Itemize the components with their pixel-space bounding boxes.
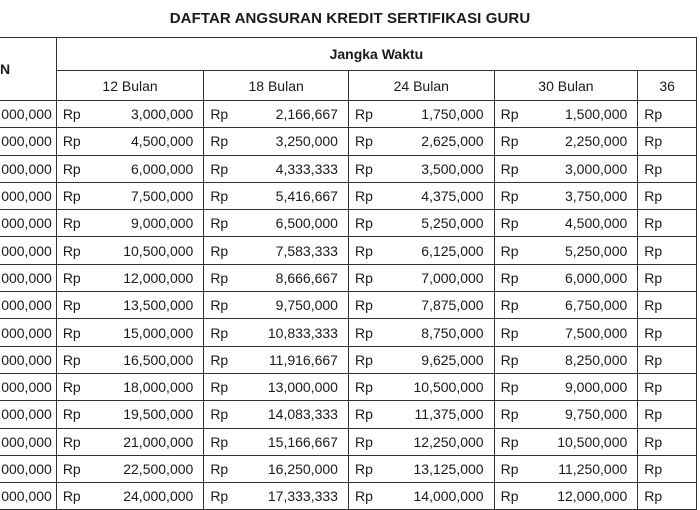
installment-cell: 6,000,000 — [95, 155, 203, 182]
term-column-header: 24 Bulan — [348, 71, 494, 101]
currency-cell: Rp — [494, 210, 533, 237]
installment-cell: 12,000,000 — [533, 483, 638, 510]
installment-cell — [677, 155, 697, 182]
installment-cell: 12,000,000 — [95, 264, 203, 291]
installment-cell: 11,375,000 — [388, 401, 494, 428]
currency-cell: Rp — [638, 155, 677, 182]
currency-cell: Rp — [204, 101, 243, 128]
installment-cell — [677, 237, 697, 264]
currency-cell: Rp — [494, 101, 533, 128]
installment-cell: 9,625,000 — [388, 346, 494, 373]
installment-cell: 13,500,000 — [95, 292, 203, 319]
currency-cell: Rp — [638, 373, 677, 400]
installment-cell: 2,166,667 — [243, 101, 349, 128]
loan-amount-cell: 000,000 — [0, 319, 56, 346]
currency-cell: Rp — [494, 155, 533, 182]
loan-amount-cell: 000,000 — [0, 182, 56, 209]
currency-cell: Rp — [56, 455, 95, 482]
installment-cell: 16,250,000 — [243, 455, 349, 482]
loan-amount-cell: 000,000 — [0, 455, 56, 482]
loan-amount-cell: 000,000 — [0, 264, 56, 291]
currency-cell: Rp — [56, 401, 95, 428]
currency-cell: Rp — [494, 264, 533, 291]
table-row — [0, 182, 697, 209]
installment-cell: 22,500,000 — [95, 455, 203, 482]
loan-amount-cell: 000,000 — [0, 210, 56, 237]
currency-cell: Rp — [204, 319, 243, 346]
installment-cell: 9,000,000 — [533, 373, 638, 400]
currency-cell: Rp — [638, 264, 677, 291]
currency-cell: Rp — [56, 237, 95, 264]
installment-cell — [677, 373, 697, 400]
currency-cell: Rp — [638, 292, 677, 319]
installment-cell: 21,000,000 — [95, 428, 203, 455]
currency-cell: Rp — [348, 401, 387, 428]
currency-cell: Rp — [56, 128, 95, 155]
installment-cell — [677, 128, 697, 155]
currency-cell: Rp — [638, 101, 677, 128]
currency-cell: Rp — [638, 237, 677, 264]
loan-amount-cell: 000,000 — [0, 428, 56, 455]
currency-cell: Rp — [348, 428, 387, 455]
installment-cell: 6,500,000 — [243, 210, 349, 237]
installment-cell: 18,000,000 — [95, 373, 203, 400]
installment-table — [0, 37, 697, 510]
currency-cell: Rp — [348, 155, 387, 182]
table-row — [0, 155, 697, 182]
installment-cell: 9,000,000 — [95, 210, 203, 237]
installment-cell: 14,000,000 — [388, 483, 494, 510]
table-title: DAFTAR ANGSURAN KREDIT SERTIFIKASI GURU — [169, 10, 531, 27]
loan-amount-cell: 000,000 — [0, 155, 56, 182]
table-row — [0, 210, 697, 237]
currency-cell: Rp — [204, 428, 243, 455]
currency-cell: Rp — [348, 101, 387, 128]
currency-cell: Rp — [56, 319, 95, 346]
installment-cell: 10,500,000 — [533, 428, 638, 455]
currency-cell: Rp — [348, 292, 387, 319]
installment-cell: 11,916,667 — [243, 346, 349, 373]
installment-cell: 4,333,333 — [243, 155, 349, 182]
currency-cell: Rp — [56, 483, 95, 510]
term-group-header: Jangka Waktu — [56, 38, 696, 71]
currency-cell: Rp — [56, 210, 95, 237]
currency-cell: Rp — [204, 128, 243, 155]
currency-cell: Rp — [348, 373, 387, 400]
installment-cell: 2,250,000 — [533, 128, 638, 155]
currency-cell: Rp — [204, 455, 243, 482]
installment-cell: 10,833,333 — [243, 319, 349, 346]
term-column-header: 18 Bulan — [204, 71, 349, 101]
installment-cell: 19,500,000 — [95, 401, 203, 428]
installment-cell: 8,250,000 — [533, 346, 638, 373]
installment-cell: 3,750,000 — [533, 182, 638, 209]
currency-cell: Rp — [494, 292, 533, 319]
loan-amount-cell: 000,000 — [0, 237, 56, 264]
installment-cell: 3,000,000 — [95, 101, 203, 128]
installment-cell: 5,416,667 — [243, 182, 349, 209]
currency-cell: Rp — [348, 210, 387, 237]
currency-cell: Rp — [348, 319, 387, 346]
currency-cell: Rp — [638, 210, 677, 237]
currency-cell: Rp — [348, 182, 387, 209]
currency-cell: Rp — [494, 319, 533, 346]
currency-cell: Rp — [638, 401, 677, 428]
currency-cell: Rp — [638, 319, 677, 346]
currency-cell: Rp — [494, 237, 533, 264]
installment-cell: 7,000,000 — [388, 264, 494, 291]
installment-cell — [677, 346, 697, 373]
currency-cell: Rp — [494, 483, 533, 510]
installment-cell: 4,500,000 — [95, 128, 203, 155]
term-column-header: 36 — [638, 71, 697, 101]
currency-cell: Rp — [56, 373, 95, 400]
installment-cell — [677, 455, 697, 482]
table-row — [0, 128, 697, 155]
installment-cell: 9,750,000 — [243, 292, 349, 319]
installment-cell: 16,500,000 — [95, 346, 203, 373]
table-row — [0, 319, 697, 346]
installment-cell: 2,625,000 — [388, 128, 494, 155]
loan-amount-cell: 000,000 — [0, 401, 56, 428]
currency-cell: Rp — [348, 237, 387, 264]
currency-cell: Rp — [204, 210, 243, 237]
currency-cell: Rp — [56, 346, 95, 373]
table-row — [0, 264, 697, 291]
installment-cell: 17,333,333 — [243, 483, 349, 510]
currency-cell: Rp — [638, 128, 677, 155]
table-row — [0, 373, 697, 400]
installment-cell — [677, 292, 697, 319]
installment-cell: 1,750,000 — [388, 101, 494, 128]
installment-cell — [677, 210, 697, 237]
currency-cell: Rp — [204, 264, 243, 291]
loan-amount-header: N — [0, 38, 56, 101]
installment-cell — [677, 182, 697, 209]
currency-cell: Rp — [204, 182, 243, 209]
installment-cell: 6,750,000 — [533, 292, 638, 319]
currency-cell: Rp — [56, 182, 95, 209]
loan-amount-cell: 000,000 — [0, 128, 56, 155]
installment-cell — [677, 319, 697, 346]
table-row — [0, 455, 697, 482]
installment-cell — [677, 264, 697, 291]
currency-cell: Rp — [494, 401, 533, 428]
loan-amount-cell: 000,000 — [0, 346, 56, 373]
installment-cell: 24,000,000 — [95, 483, 203, 510]
currency-cell: Rp — [348, 455, 387, 482]
installment-cell: 4,375,000 — [388, 182, 494, 209]
installment-cell: 3,500,000 — [388, 155, 494, 182]
currency-cell: Rp — [56, 101, 95, 128]
installment-cell: 12,250,000 — [388, 428, 494, 455]
table-row — [0, 428, 697, 455]
installment-cell: 13,000,000 — [243, 373, 349, 400]
currency-cell: Rp — [638, 428, 677, 455]
currency-cell: Rp — [204, 155, 243, 182]
table-row — [0, 483, 697, 510]
currency-cell: Rp — [204, 346, 243, 373]
installment-cell: 9,750,000 — [533, 401, 638, 428]
table-row — [0, 237, 697, 264]
currency-cell: Rp — [638, 182, 677, 209]
currency-cell: Rp — [494, 182, 533, 209]
installment-cell: 6,125,000 — [388, 237, 494, 264]
installment-cell: 8,750,000 — [388, 319, 494, 346]
installment-cell: 7,583,333 — [243, 237, 349, 264]
installment-cell: 3,250,000 — [243, 128, 349, 155]
installment-cell: 10,500,000 — [95, 237, 203, 264]
installment-cell: 7,500,000 — [533, 319, 638, 346]
currency-cell: Rp — [494, 128, 533, 155]
loan-amount-cell: 000,000 — [0, 101, 56, 128]
currency-cell: Rp — [348, 264, 387, 291]
installment-cell — [677, 483, 697, 510]
loan-amount-cell: 000,000 — [0, 483, 56, 510]
currency-cell: Rp — [494, 373, 533, 400]
currency-cell: Rp — [56, 428, 95, 455]
currency-cell: Rp — [348, 346, 387, 373]
installment-cell: 8,666,667 — [243, 264, 349, 291]
installment-cell: 4,500,000 — [533, 210, 638, 237]
installment-cell: 1,500,000 — [533, 101, 638, 128]
installment-cell — [677, 428, 697, 455]
currency-cell: Rp — [204, 373, 243, 400]
installment-cell: 13,125,000 — [388, 455, 494, 482]
currency-cell: Rp — [494, 346, 533, 373]
installment-cell: 5,250,000 — [388, 210, 494, 237]
installment-cell: 15,166,667 — [243, 428, 349, 455]
currency-cell: Rp — [494, 455, 533, 482]
currency-cell: Rp — [348, 128, 387, 155]
installment-cell: 5,250,000 — [533, 237, 638, 264]
installment-cell: 11,250,000 — [533, 455, 638, 482]
loan-amount-cell: 000,000 — [0, 373, 56, 400]
installment-cell: 7,875,000 — [388, 292, 494, 319]
currency-cell: Rp — [56, 264, 95, 291]
loan-amount-cell: 000,000 — [0, 292, 56, 319]
currency-cell: Rp — [56, 292, 95, 319]
installment-cell — [677, 401, 697, 428]
currency-cell: Rp — [638, 455, 677, 482]
installment-cell: 6,000,000 — [533, 264, 638, 291]
table-row — [0, 346, 697, 373]
table-row — [0, 401, 697, 428]
currency-cell: Rp — [56, 155, 95, 182]
currency-cell: Rp — [638, 483, 677, 510]
currency-cell: Rp — [348, 483, 387, 510]
installment-cell — [677, 101, 697, 128]
installment-cell: 10,500,000 — [388, 373, 494, 400]
table-row — [0, 101, 697, 128]
currency-cell: Rp — [204, 483, 243, 510]
currency-cell: Rp — [204, 292, 243, 319]
currency-cell: Rp — [494, 428, 533, 455]
table-row — [0, 292, 697, 319]
installment-cell: 14,083,333 — [243, 401, 349, 428]
currency-cell: Rp — [204, 237, 243, 264]
currency-cell: Rp — [638, 346, 677, 373]
installment-cell: 7,500,000 — [95, 182, 203, 209]
installment-cell: 3,000,000 — [533, 155, 638, 182]
currency-cell: Rp — [204, 401, 243, 428]
installment-cell: 15,000,000 — [95, 319, 203, 346]
term-column-header: 12 Bulan — [56, 71, 204, 101]
term-column-header: 30 Bulan — [494, 71, 638, 101]
